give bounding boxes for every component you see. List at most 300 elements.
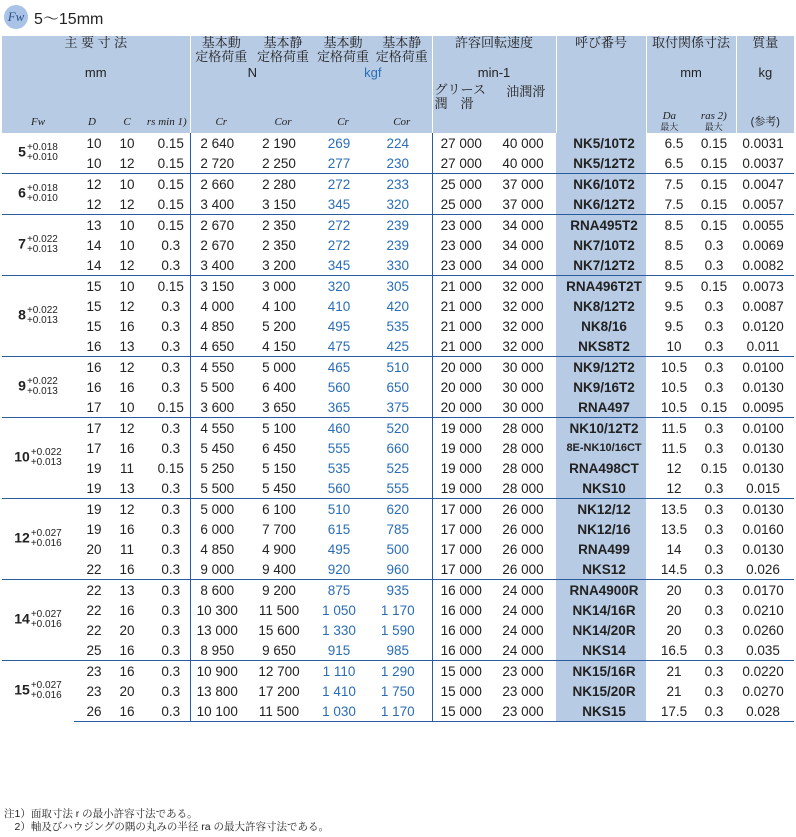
cor-n-cell: 4 150 <box>262 338 296 354</box>
da-cell: 17.5 <box>646 701 692 722</box>
fw-number: 10 <box>14 448 30 465</box>
cr-kgf-cell: 460 <box>314 418 372 439</box>
mass-cell: 0.0210 <box>742 602 784 618</box>
c-cell: 12 <box>119 298 135 314</box>
da-cell: 8.5 <box>664 257 684 273</box>
cor-n-cell: 6 100 <box>252 499 314 520</box>
d-cell: 14 <box>86 237 102 253</box>
c-cell: 12 <box>119 155 135 171</box>
tolerance-lower: +0.010 <box>26 152 58 163</box>
c-cell: 12 <box>119 196 135 212</box>
fw-number: 5 <box>18 143 26 160</box>
d-cell: 14 <box>86 257 102 273</box>
d-cell: 22 <box>74 580 110 601</box>
tolerance-upper: +0.022 <box>26 376 58 387</box>
da-cell: 9.5 <box>664 318 684 334</box>
rs-cell: 0.15 <box>157 155 184 171</box>
tolerance-upper: +0.027 <box>30 609 62 620</box>
ras-cell: 0.3 <box>704 379 724 395</box>
cr-kgf-cell: 510 <box>314 499 372 520</box>
mass-cell: 0.035 <box>746 642 780 658</box>
rs-cell: 0.3 <box>161 521 181 537</box>
d-cell: 19 <box>86 521 102 537</box>
cr-symbol-n: Cr <box>190 111 252 133</box>
part-number-cell: NK8/12T2 <box>556 296 646 316</box>
table-header <box>2 36 794 133</box>
rs-cell: 0.3 <box>144 357 190 378</box>
tolerance-upper: +0.022 <box>26 234 58 245</box>
da-cell: 12 <box>666 460 682 476</box>
speed-oil-cell: 23 000 <box>502 683 544 699</box>
ras-cell: 0.3 <box>692 580 736 601</box>
d-cell: 16 <box>86 338 102 354</box>
cr-kgf-cell: 465 <box>314 357 372 378</box>
table-row <box>2 681 794 701</box>
table-row <box>2 600 794 620</box>
part-number-cell: RNA497 <box>556 397 646 418</box>
ras-cell: 0.3 <box>692 499 736 520</box>
mass-cell: 0.0095 <box>742 399 784 415</box>
ras-cell: 0.3 <box>704 298 724 314</box>
ras-cell: 0.3 <box>692 418 736 439</box>
part-number-cell: NK12/16 <box>556 519 646 539</box>
c-cell: 16 <box>119 318 135 334</box>
cor-n-cell: 17 200 <box>258 683 300 699</box>
ras-cell: 0.3 <box>704 480 724 496</box>
c-cell: 13 <box>119 480 135 496</box>
cor-n-cell: 3 200 <box>262 257 296 273</box>
da-cell: 8.5 <box>664 237 684 253</box>
fw-number: 12 <box>14 529 30 546</box>
rs-cell: 0.3 <box>161 257 181 273</box>
rs-cell: 0.3 <box>161 683 181 699</box>
mass-cell: 0.0069 <box>742 237 784 253</box>
cor-kgf-cell: 239 <box>372 215 432 236</box>
cor-n-cell: 15 600 <box>258 622 300 638</box>
d-cell: 19 <box>74 499 110 520</box>
c-cell: 10 <box>119 399 135 415</box>
d-cell: 17 <box>86 440 102 456</box>
cor-n-cell: 5 000 <box>252 357 314 378</box>
part-number-cell: NK6/10T2 <box>556 174 646 195</box>
speed-grease-cell: 17 000 <box>432 559 496 580</box>
speed-oil-cell: 23 000 <box>496 701 556 722</box>
d-cell: 15 <box>86 318 102 334</box>
cor-kgf-cell: 233 <box>372 174 432 195</box>
rs-cell: 0.3 <box>144 499 190 520</box>
mass-cell: 0.0082 <box>742 257 784 273</box>
cr-n-cell: 5 250 <box>190 458 252 478</box>
da-cell: 6.5 <box>664 155 684 171</box>
fw-value <box>2 580 74 661</box>
cor-n-cell: 5 200 <box>262 318 296 334</box>
mass-ref: (参考) <box>736 111 794 133</box>
c-cell: 16 <box>119 561 135 577</box>
ras-cell: 0.3 <box>704 440 724 456</box>
rs-cell: 0.3 <box>144 418 190 439</box>
fw-number: 15 <box>14 681 30 698</box>
table-row <box>2 519 794 539</box>
mounting-header: 取付関係寸法 <box>646 36 736 64</box>
d-cell: 22 <box>86 622 102 638</box>
rs-cell: 0.15 <box>157 196 184 212</box>
da-cell: 11.5 <box>661 440 687 456</box>
cor-n-cell: 2 280 <box>252 174 314 195</box>
c-cell: 11 <box>119 541 134 557</box>
oil-header: 油潤滑 <box>496 81 556 111</box>
speed-oil-cell: 24 000 <box>502 642 544 658</box>
mass-cell: 0.0130 <box>742 379 784 395</box>
table-row <box>2 153 794 174</box>
c-cell: 16 <box>119 379 135 395</box>
tolerance-upper: +0.027 <box>30 528 62 539</box>
cor-n-cell: 2 350 <box>262 237 296 253</box>
speed-oil-cell: 34 000 <box>502 257 544 273</box>
cr-kgf-cell: 475 <box>327 338 351 354</box>
speed-unit: min-1 <box>432 64 556 81</box>
cor-kgf-cell: 985 <box>386 642 410 658</box>
cr-kgf-cell: 560 <box>327 379 351 395</box>
tolerance-lower: +0.013 <box>26 244 58 255</box>
da-cell: 13.5 <box>646 499 692 520</box>
bearing-table <box>2 36 794 722</box>
part-number-cell: NKS8T2 <box>556 336 646 357</box>
da-cell: 8.5 <box>646 215 692 236</box>
fw-value <box>2 174 74 215</box>
tolerance-lower: +0.010 <box>26 193 58 204</box>
speed-grease-cell: 20 000 <box>432 377 496 397</box>
mass-cell: 0.0120 <box>742 318 784 334</box>
page-title: 5～15mm <box>34 10 104 28</box>
cr-n-cell: 2 640 <box>190 133 252 153</box>
ras-cell: 0.3 <box>704 338 724 354</box>
speed-oil-cell: 26 000 <box>502 521 544 537</box>
fw-value <box>2 133 74 174</box>
table-row <box>2 418 794 439</box>
rs-cell: 0.15 <box>157 399 184 415</box>
mass-cell: 0.011 <box>746 338 780 354</box>
cor-n-cell: 2 250 <box>262 155 296 171</box>
cor-kgf-cell: 620 <box>372 499 432 520</box>
speed-oil-cell: 28 000 <box>502 480 544 496</box>
cor-kgf-cell: 420 <box>386 298 410 314</box>
part-number-header: 呼び番号 <box>556 36 646 64</box>
mass-cell: 0.0130 <box>742 541 784 557</box>
speed-grease-cell: 15 000 <box>432 661 496 682</box>
ras-cell: 0.15 <box>700 135 728 151</box>
cr-n-cell: 13 000 <box>190 620 252 640</box>
table-row <box>2 255 794 276</box>
cr-kgf-cell: 345 <box>327 196 351 212</box>
speed-oil-cell: 24 000 <box>502 602 544 618</box>
speed-oil-cell: 37 000 <box>496 174 556 195</box>
cr-n-cell: 4 850 <box>190 539 252 559</box>
d-cell: 16 <box>86 379 102 395</box>
table-row <box>2 580 794 601</box>
c-cell: 13 <box>119 338 135 354</box>
table-row <box>2 194 794 215</box>
cor-kgf-cell: 330 <box>386 257 410 273</box>
rs-cell: 0.3 <box>161 642 181 658</box>
mass-cell: 0.015 <box>746 480 780 496</box>
mass-cell: 0.0160 <box>742 521 784 537</box>
table-row <box>2 397 794 418</box>
d-cell: 23 <box>86 683 102 699</box>
table-row <box>2 559 794 580</box>
mass-cell: 0.0055 <box>736 215 794 236</box>
cr-n-cell: 10 100 <box>190 701 252 722</box>
unit-n: N <box>190 64 314 81</box>
rs-cell: 0.3 <box>161 561 181 577</box>
speed-grease-cell: 17 000 <box>432 499 496 520</box>
ras-cell: 0.15 <box>692 174 736 195</box>
fw-tolerance <box>27 184 58 204</box>
ras-cell: 0.3 <box>704 237 724 253</box>
speed-oil-cell: 24 000 <box>502 622 544 638</box>
cor-kgf-cell: 320 <box>386 196 410 212</box>
dynamic-load-kgf-header: 基本動 定格荷重 <box>314 36 372 64</box>
part-number-cell: NK5/10T2 <box>556 133 646 153</box>
tolerance-lower: +0.013 <box>26 386 58 397</box>
tolerance-lower: +0.016 <box>30 619 62 630</box>
cr-n-cell: 2 670 <box>190 235 252 255</box>
mass-cell: 0.0260 <box>742 622 784 638</box>
cor-n-cell: 5 100 <box>252 418 314 439</box>
mass-cell: 0.0037 <box>742 155 784 171</box>
rs-cell: 0.3 <box>161 298 181 314</box>
fw-tolerance <box>27 143 58 163</box>
cor-n-cell: 7 700 <box>262 521 296 537</box>
cor-kgf-cell: 375 <box>386 399 410 415</box>
tolerance-lower: +0.013 <box>30 457 62 468</box>
cor-n-cell: 9 650 <box>262 642 296 658</box>
c-cell: 13 <box>110 580 144 601</box>
da-cell: 21 <box>666 683 682 699</box>
part-number-cell: NK15/20R <box>556 681 646 701</box>
speed-oil-cell: 28 000 <box>496 418 556 439</box>
table-row <box>2 661 794 682</box>
cr-n-cell: 10 300 <box>190 600 252 620</box>
speed-oil-cell: 34 000 <box>496 215 556 236</box>
c-cell: 20 <box>119 622 135 638</box>
da-cell: 21 <box>646 661 692 682</box>
speed-grease-cell: 23 000 <box>432 215 496 236</box>
cr-kgf-cell: 535 <box>327 460 351 476</box>
cr-n-cell: 2 660 <box>190 174 252 195</box>
cor-symbol-n: Cor <box>252 111 314 133</box>
cor-n-cell: 9 400 <box>262 561 296 577</box>
cor-kgf-cell: 230 <box>386 155 410 171</box>
cr-kgf-cell: 920 <box>327 561 351 577</box>
cor-kgf-cell: 555 <box>386 480 410 496</box>
cr-symbol-kgf: Cr <box>314 111 372 133</box>
da-cell: 16.5 <box>660 642 688 658</box>
d-cell: 25 <box>86 642 102 658</box>
cor-kgf-cell: 224 <box>386 135 410 151</box>
ras-cell: 0.3 <box>692 701 736 722</box>
tolerance-upper: +0.022 <box>26 305 58 316</box>
table-row <box>2 478 794 499</box>
rs-cell: 0.15 <box>144 174 190 195</box>
speed-grease-cell: 19 000 <box>432 478 496 499</box>
cr-kgf-cell: 365 <box>327 399 351 415</box>
speed-oil-cell: 32 000 <box>502 318 544 334</box>
da-max: Da 最大 <box>646 111 692 133</box>
c-cell: 12 <box>110 499 144 520</box>
ras-cell: 0.3 <box>692 357 736 378</box>
rs-cell: 0.3 <box>161 602 181 618</box>
cor-kgf-cell: 1 290 <box>372 661 432 682</box>
da-cell: 20 <box>666 602 682 618</box>
cr-kgf-cell: 277 <box>327 155 351 171</box>
rs-cell: 0.3 <box>144 701 190 722</box>
part-number-cell: NK8/16 <box>556 316 646 336</box>
mass-cell: 0.0270 <box>742 683 784 699</box>
fw-value <box>2 215 74 276</box>
rs-symbol: rs min 1) <box>144 111 190 133</box>
cor-n-cell: 3 000 <box>252 276 314 297</box>
da-cell: 10 <box>666 338 682 354</box>
dynamic-load-n-header: 基本動 定格荷重 <box>190 36 252 64</box>
mass-cell: 0.0130 <box>736 499 794 520</box>
part-number-cell: NK9/12T2 <box>556 357 646 378</box>
d-cell: 15 <box>86 298 102 314</box>
speed-grease-cell: 19 000 <box>432 438 496 458</box>
da-cell: 20 <box>646 580 692 601</box>
rs-cell: 0.15 <box>157 135 184 151</box>
cr-kgf-cell: 915 <box>327 642 351 658</box>
cor-kgf-cell: 1 750 <box>380 683 415 699</box>
cr-kgf-cell: 269 <box>327 135 351 151</box>
footnotes <box>4 808 329 834</box>
part-number-cell: NK14/16R <box>556 600 646 620</box>
speed-oil-cell: 26 000 <box>502 541 544 557</box>
speed-oil-cell: 23 000 <box>496 661 556 682</box>
speed-oil-cell: 30 000 <box>502 399 544 415</box>
cr-kgf-cell: 875 <box>314 580 372 601</box>
part-number-cell: NK7/12T2 <box>556 255 646 276</box>
part-number-cell: NKS10 <box>556 478 646 499</box>
static-load-kgf-header: 基本静 定格荷重 <box>372 36 432 64</box>
c-cell: 11 <box>119 460 134 476</box>
c-cell: 12 <box>119 257 135 273</box>
speed-oil-cell: 37 000 <box>502 196 544 212</box>
speed-oil-cell: 26 000 <box>496 499 556 520</box>
ras-cell: 0.3 <box>692 661 736 682</box>
part-number-cell: NK7/10T2 <box>556 235 646 255</box>
static-load-n-header: 基本静 定格荷重 <box>252 36 314 64</box>
cor-n-cell: 12 700 <box>252 661 314 682</box>
speed-grease-cell: 19 000 <box>432 418 496 439</box>
rs-cell: 0.3 <box>161 440 181 456</box>
ras-cell: 0.3 <box>704 642 724 658</box>
da-cell: 9.5 <box>646 276 692 297</box>
c-cell: 10 <box>110 276 144 297</box>
speed-grease-cell: 17 000 <box>432 519 496 539</box>
d-cell: 23 <box>74 661 110 682</box>
cr-kgf-cell: 495 <box>327 541 351 557</box>
cr-n-cell: 5 450 <box>190 438 252 458</box>
cr-kgf-cell: 615 <box>327 521 351 537</box>
ras-cell: 0.3 <box>704 622 724 638</box>
c-cell: 12 <box>110 418 144 439</box>
da-cell: 7.5 <box>646 174 692 195</box>
fw-tolerance <box>31 529 62 549</box>
ras-cell: 0.15 <box>700 460 728 476</box>
c-cell: 12 <box>110 357 144 378</box>
cor-kgf-cell: 305 <box>372 276 432 297</box>
table-row <box>2 357 794 378</box>
speed-oil-cell: 28 000 <box>502 460 544 476</box>
d-cell: 20 <box>86 541 102 557</box>
ras-max: ras 2) 最大 <box>692 111 736 133</box>
fw-tolerance <box>31 610 62 630</box>
mount-unit: mm <box>646 64 736 81</box>
d-cell: 19 <box>86 480 102 496</box>
cor-n-cell: 2 350 <box>252 215 314 236</box>
mass-cell: 0.0100 <box>736 357 794 378</box>
c-cell: 10 <box>110 174 144 195</box>
table-row <box>2 640 794 661</box>
cor-n-cell: 5 450 <box>262 480 296 496</box>
fw-tolerance <box>31 681 62 701</box>
cr-n-cell: 3 600 <box>190 397 252 418</box>
fw-tolerance <box>27 306 58 326</box>
cor-n-cell: 6 400 <box>262 379 296 395</box>
cr-kgf-cell: 1 110 <box>314 661 372 682</box>
cor-n-cell: 11 500 <box>252 701 314 722</box>
cr-n-cell: 5 500 <box>190 478 252 499</box>
d-symbol: D <box>74 111 110 133</box>
part-number-cell: NK12/12 <box>556 499 646 520</box>
ras-cell: 0.15 <box>700 155 728 171</box>
table-row <box>2 235 794 255</box>
da-cell: 14.5 <box>660 561 688 577</box>
da-cell: 13.5 <box>660 521 688 537</box>
table-row <box>2 215 794 236</box>
d-cell: 22 <box>86 602 102 618</box>
fw-symbol: Fw <box>2 111 74 133</box>
mass-cell: 0.0130 <box>742 440 784 456</box>
da-cell: 20 <box>666 622 682 638</box>
speed-grease-cell: 25 000 <box>432 194 496 215</box>
speed-oil-cell: 40 000 <box>502 155 544 171</box>
cr-n-cell: 3 400 <box>190 255 252 276</box>
table-row <box>2 316 794 336</box>
table-row <box>2 296 794 316</box>
speed-grease-cell: 16 000 <box>432 620 496 640</box>
cr-kgf-cell: 1 330 <box>322 622 356 638</box>
fw-tolerance <box>31 448 62 468</box>
rs-cell: 0.3 <box>144 580 190 601</box>
da-cell: 7.5 <box>664 196 684 212</box>
grease-header: グリース 潤 滑 <box>432 81 496 111</box>
cr-n-cell: 13 800 <box>190 681 252 701</box>
speed-grease-cell: 20 000 <box>432 357 496 378</box>
tolerance-lower: +0.016 <box>30 690 62 702</box>
da-cell: 10.5 <box>660 399 688 415</box>
speed-oil-cell: 30 000 <box>502 379 544 395</box>
speed-header: 許容回転速度 <box>432 36 556 64</box>
cor-symbol-kgf: Cor <box>372 111 432 133</box>
c-cell: 16 <box>119 440 135 456</box>
table-row <box>2 438 794 458</box>
c-cell: 20 <box>119 683 135 699</box>
rs-cell: 0.3 <box>161 338 181 354</box>
fw-number: 6 <box>18 184 26 201</box>
da-cell: 11.5 <box>646 418 692 439</box>
unit-kgf: kgf <box>314 64 432 81</box>
